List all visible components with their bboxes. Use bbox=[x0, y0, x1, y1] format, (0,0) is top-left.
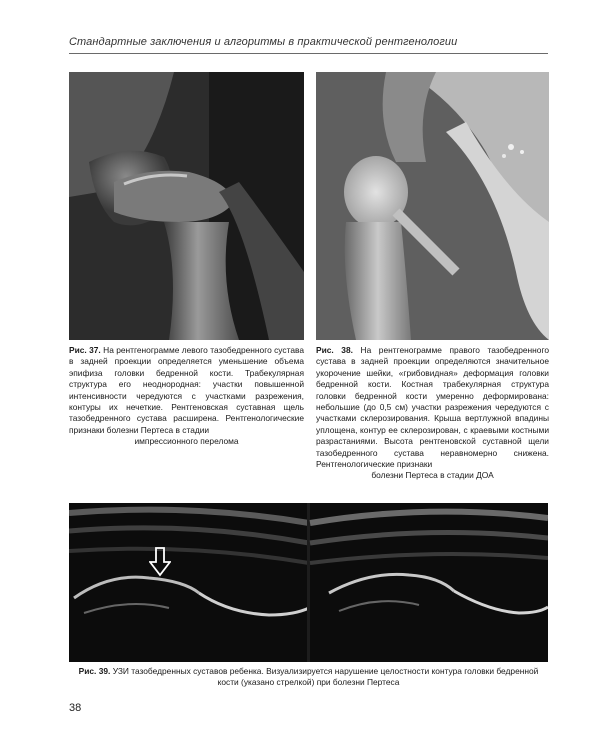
figure-37-label: Рис. 37. bbox=[69, 345, 101, 355]
figure-37-caption-tail: импрессионного перелома bbox=[134, 436, 239, 447]
figure-37-caption bbox=[69, 345, 304, 448]
running-header: Стандартные заключения и алгоритмы в практической рентгенологии bbox=[69, 36, 458, 48]
header-rule bbox=[69, 53, 548, 54]
figure-37-caption-text: На рентгенограмме левого тазобедренного сустава в задней проекции определяется уменьшение объема эпифиза головки бедренной кости. Трабекулярная структура его неоднородная: участки повышенной интенсивности чередуются с участками разрежения, контуры их нечеткие. Рентгеновская суставная щель тазобедренного сустава расширена. Рентгенологические признаки болезни Пертеса в стадии bbox=[69, 345, 304, 435]
page-number: 38 bbox=[69, 702, 82, 714]
ultrasound-hips-image bbox=[69, 503, 548, 662]
xray-left-hip-image bbox=[69, 72, 304, 340]
figure-39-caption-text: УЗИ тазобедренных суставов ребенка. Визуализируется нарушение целостности контура головки бедренной кости (указано стрелкой) при болезни Пертеса bbox=[112, 666, 539, 688]
figure-38-caption bbox=[316, 345, 549, 482]
figure-38-label: Рис. 38. bbox=[316, 345, 353, 355]
figure-38-caption-text: На рентгенограмме правого тазобедренного сустава в задней проекции определяются значительное укорочение шейки, «грибовидная» деформация головки бедренной кости. Костная трабекулярная структура головки бедренной кости умеренно деформирована: небольшие (до 0,5 см) участки разрежения чередуются с участками склерозирования. Крыша вертлужной впадины уплощена, контур ее склерозирован, с краевыми костными разрастаниями. Высота рентгеновской суставной щели тазобедренного сустава неравномерно снижена. Рентгенологические признаки bbox=[316, 345, 549, 470]
arrow-down-icon bbox=[149, 547, 171, 577]
xray-right-hip-image bbox=[316, 72, 549, 340]
figure-38-caption-tail: болезни Пертеса в стадии ДОА bbox=[371, 470, 494, 481]
figure-39-label: Рис. 39. bbox=[78, 666, 111, 676]
figure-39-caption bbox=[69, 666, 548, 689]
